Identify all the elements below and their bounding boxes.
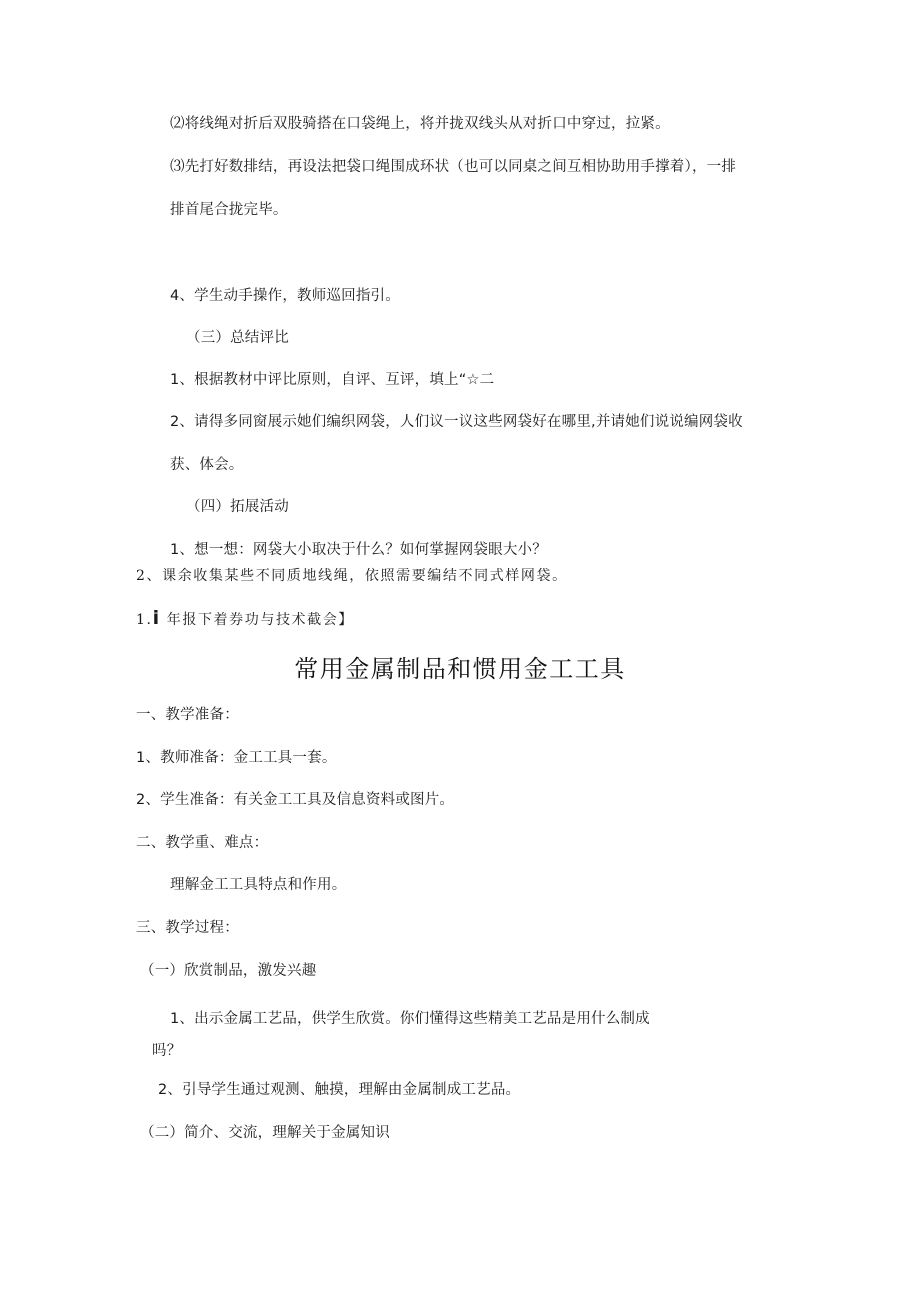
page-title: 常用金属制品和惯用金工工具 [294,655,626,683]
step-2-text: ⑵将线绳对折后双股骑搭在口袋绳上，将并拢双线头从对折口中穿过，拉紧。 [170,116,670,132]
section-summary-heading: （三）总结评比 [186,330,289,346]
process-part-1-heading: （一）欣赏制品，激发兴趣 [140,963,317,979]
item-4-text: 4、学生动手操作，教师巡回指引。 [170,288,400,304]
extension-item-1: 1、想一想：网袋大小取决于什么？如何掌握网袋眼大小？ [170,542,547,558]
process-item-1: 1、出示金属工艺品，供学生欣赏。你们懂得这些精美工艺品是用什么制成 [170,1011,650,1027]
garbled-header-glyph: i [152,607,161,629]
section-2-heading: 二、教学重、难点： [136,835,269,851]
garbled-header-text: 年报下着券功与技术截会】 [166,612,354,628]
section-extension-heading: （四）拓展活动 [186,499,289,515]
section-3-heading: 三、教学过程： [136,920,239,936]
extension-item-2: 2、课余收集某些不同质地线绳，依照需要编结不同式样网袋。 [136,568,568,584]
process-item-2: 2、引导学生通过观测、触摸，理解由金属制成工艺品。 [158,1082,521,1098]
step-3-text: ⑶先打好数排结，再设法把袋口绳围成环状（也可以同桌之间互相协助用手撑着），一排 [170,159,737,175]
summary-item-2: 2、请得多同窗展示她们编织网袋，人们议一议这些网袋好在哪里,并请她们说说编网袋收 [170,414,743,430]
key-points-text: 理解金工工具特点和作用。 [170,877,347,893]
process-item-1-continued: 吗？ [152,1043,182,1059]
section-1-heading: 一、教学准备： [136,707,239,723]
garbled-header-prefix: 1. [136,612,153,628]
process-part-2-heading: （二）简介、交流，理解关于金属知识 [140,1125,390,1141]
step-3-continued: 排首尾合拢完毕。 [170,202,288,218]
prep-item-2: 2、学生准备：有关金工工具及信息资料或图片。 [136,792,455,808]
summary-item-2-continued: 获、体会。 [170,457,244,473]
prep-item-1: 1、教师准备：金工工具一套。 [136,750,337,766]
summary-item-1: 1、根据教材中评比原则，自评、互评，填上“☆二 [170,372,495,388]
garbled-header [136,608,354,630]
